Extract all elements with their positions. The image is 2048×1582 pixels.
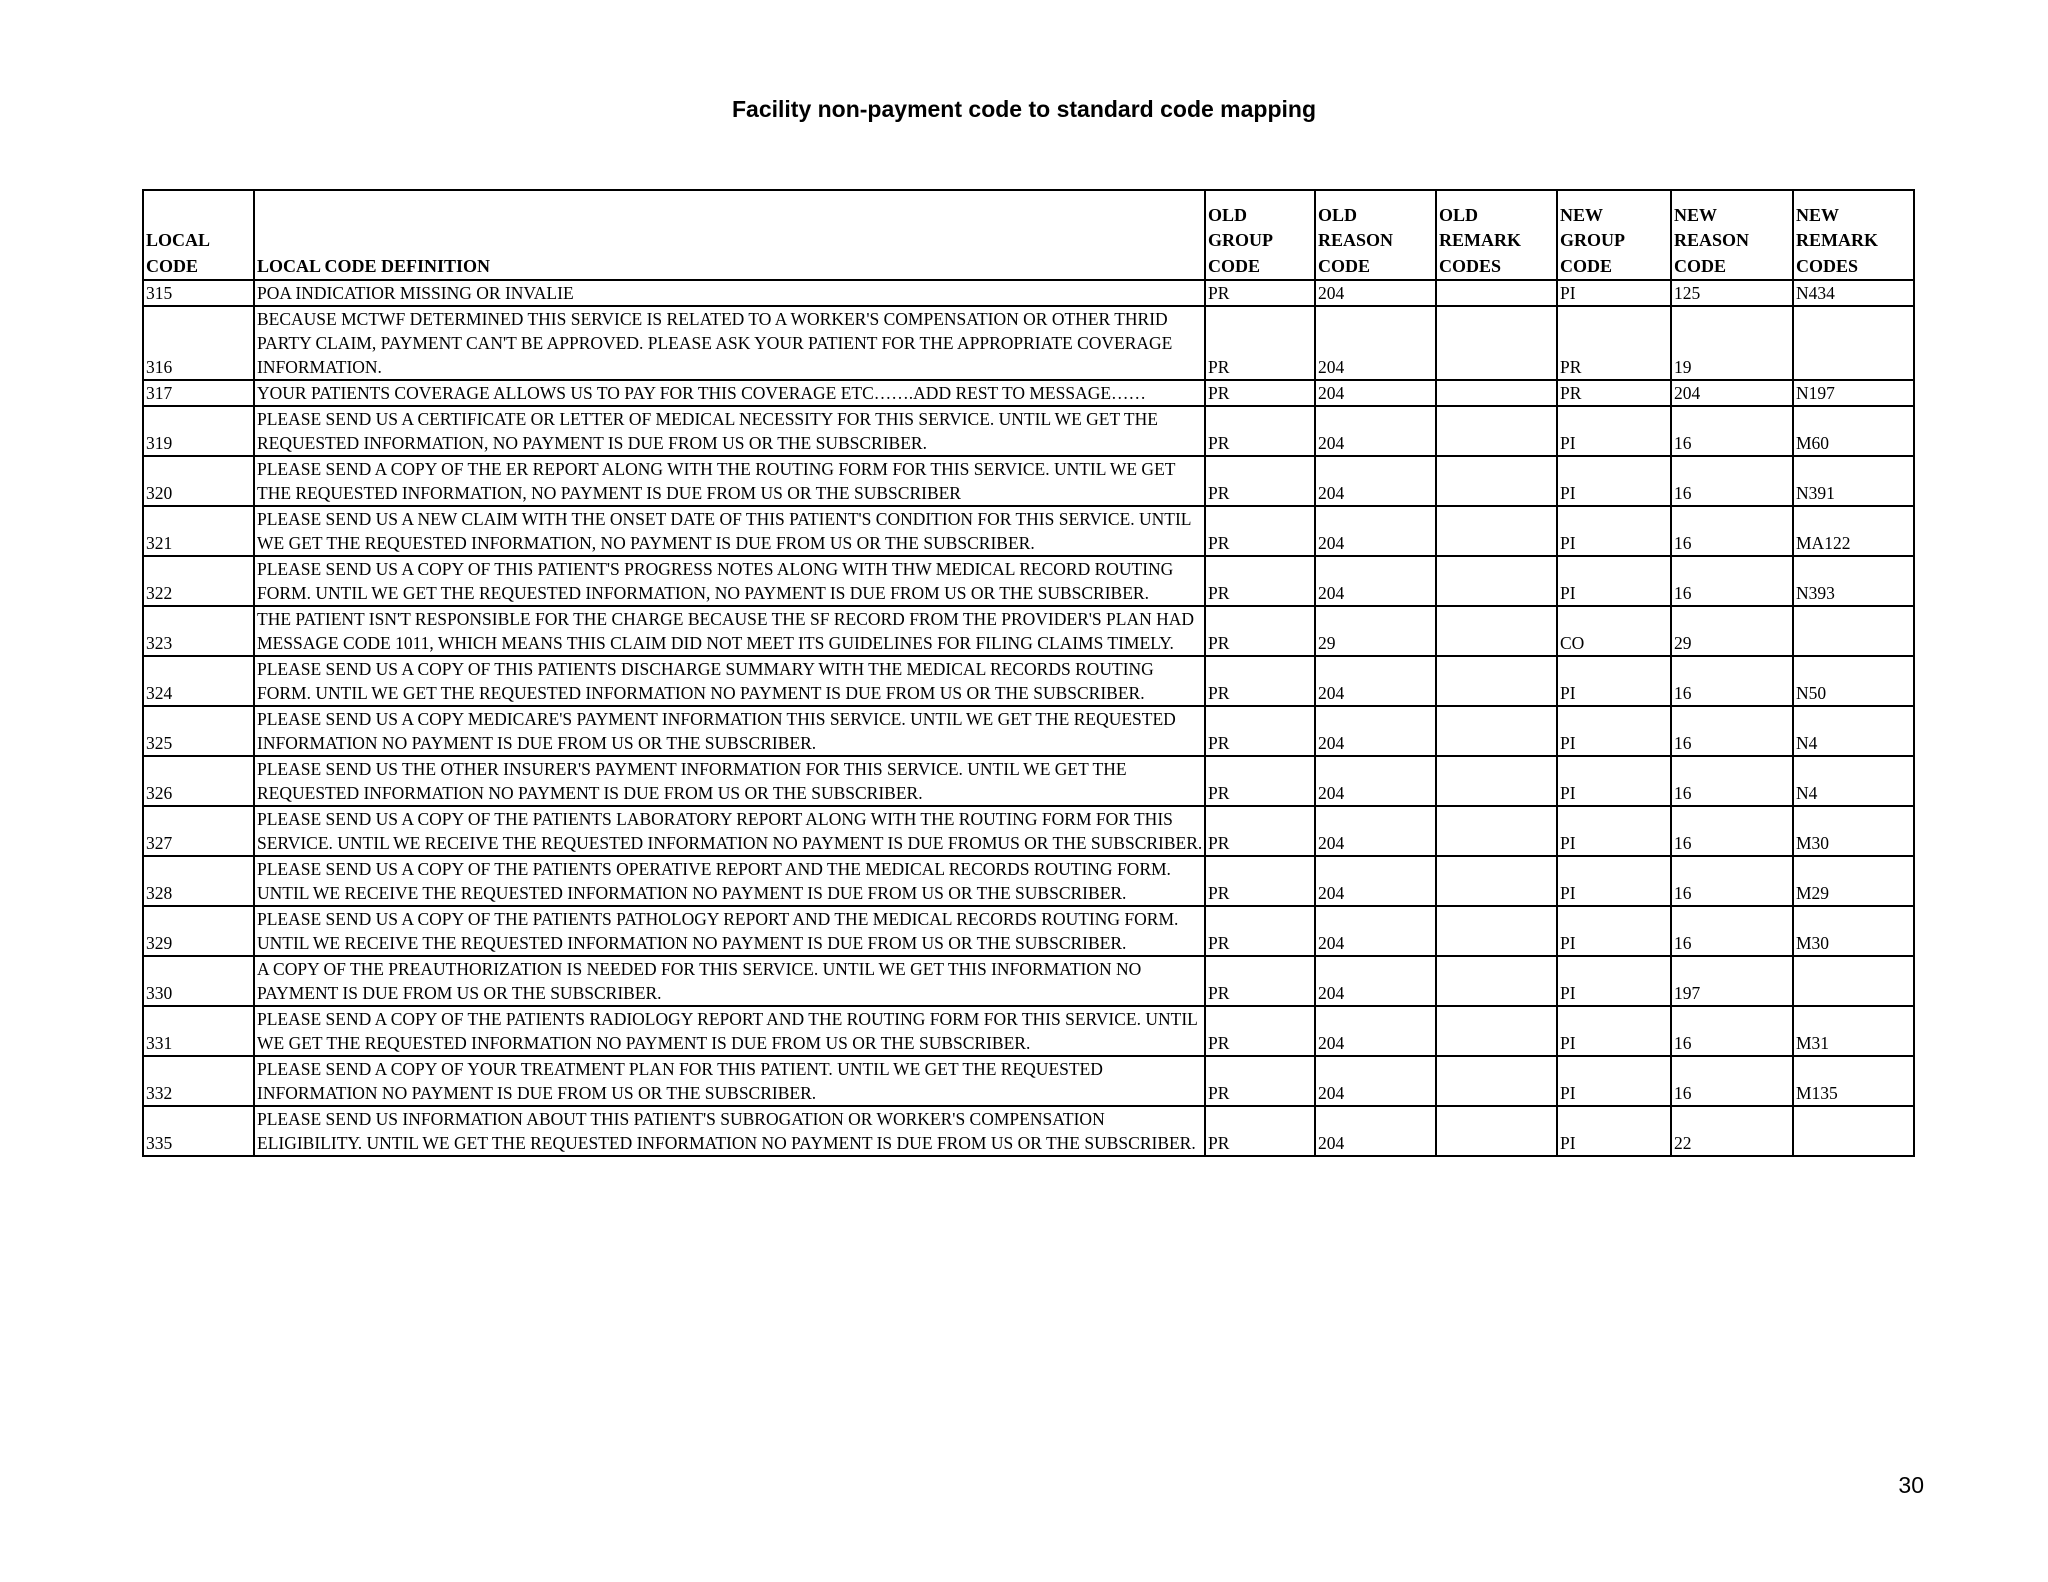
new-group-code-cell: PI — [1557, 1006, 1671, 1056]
old-reason-code-cell: 29 — [1315, 606, 1436, 656]
new-reason-code-cell: 16 — [1671, 656, 1793, 706]
local-code-cell: 330 — [143, 956, 254, 1006]
old-reason-code-cell: 204 — [1315, 906, 1436, 956]
old-group-code-cell: PR — [1205, 380, 1315, 406]
old-group-code-cell: PR — [1205, 280, 1315, 306]
old-remark-codes-cell — [1436, 1056, 1557, 1106]
code-mapping-table — [142, 189, 1915, 1157]
table-row — [143, 606, 1914, 656]
new-reason-code-cell: 16 — [1671, 756, 1793, 806]
old-remark-codes-cell — [1436, 706, 1557, 756]
definition-cell: PLEASE SEND US A CERTIFICATE OR LETTER OF MEDICAL NECESSITY FOR THIS SERVICE. UNTIL WE GET THE REQUESTED INFORMATION, NO PAYMENT IS DUE FROM US OR THE SUBSCRIBER. — [254, 406, 1205, 456]
old-reason-code-cell: 204 — [1315, 456, 1436, 506]
old-remark-codes-cell — [1436, 280, 1557, 306]
old-group-code-cell: PR — [1205, 706, 1315, 756]
old-remark-codes-cell — [1436, 456, 1557, 506]
table-row — [143, 456, 1914, 506]
local-code-cell: 324 — [143, 656, 254, 706]
local-code-cell: 329 — [143, 906, 254, 956]
definition-cell: PLEASE SEND A COPY OF THE ER REPORT ALONG WITH THE ROUTING FORM FOR THIS SERVICE. UNTIL WE GET THE REQUESTED INFORMATION, NO PAYMENT IS DUE FROM US OR THE SUBSCRIBER — [254, 456, 1205, 506]
new-reason-code-cell: 16 — [1671, 456, 1793, 506]
new-group-code-cell: CO — [1557, 606, 1671, 656]
table-row — [143, 306, 1914, 380]
column-header-new-reason-code — [1671, 190, 1793, 280]
definition-cell: PLEASE SEND US A COPY OF THIS PATIENT'S PROGRESS NOTES ALONG WITH THW MEDICAL RECORD ROUTING FORM. UNTIL WE GET THE REQUESTED INFORMATION, NO PAYMENT IS DUE FROM US OR THE SUBSCRIBER. — [254, 556, 1205, 606]
new-group-code-cell: PI — [1557, 556, 1671, 606]
table-body — [143, 280, 1914, 1156]
old-reason-code-cell: 204 — [1315, 756, 1436, 806]
table-row — [143, 706, 1914, 756]
new-remark-codes-cell: N434 — [1793, 280, 1914, 306]
new-remark-codes-cell — [1793, 956, 1914, 1006]
local-code-cell: 331 — [143, 1006, 254, 1056]
new-remark-codes-cell: N393 — [1793, 556, 1914, 606]
old-reason-code-cell: 204 — [1315, 280, 1436, 306]
new-reason-code-cell: 197 — [1671, 956, 1793, 1006]
definition-cell: PLEASE SEND US THE OTHER INSURER'S PAYMENT INFORMATION FOR THIS SERVICE. UNTIL WE GET THE REQUESTED INFORMATION NO PAYMENT IS DUE FROM US OR THE SUBSCRIBER. — [254, 756, 1205, 806]
old-reason-code-cell: 204 — [1315, 656, 1436, 706]
column-header-text: NEW GROUP CODE — [1560, 204, 1625, 276]
column-header-old-group-code — [1205, 190, 1315, 280]
new-remark-codes-cell: N4 — [1793, 756, 1914, 806]
old-reason-code-cell: 204 — [1315, 1056, 1436, 1106]
table-row — [143, 756, 1914, 806]
table-row — [143, 506, 1914, 556]
definition-cell: PLEASE SEND US A COPY OF THE PATIENTS LABORATORY REPORT ALONG WITH THE ROUTING FORM FOR THIS SERVICE. UNTIL WE RECEIVE THE REQUESTED INFORMATION NO PAYMENT IS DUE FROMUS OR THE SUBSCRIBER. — [254, 806, 1205, 856]
table-row — [143, 1006, 1914, 1056]
old-reason-code-cell: 204 — [1315, 706, 1436, 756]
new-remark-codes-cell: M30 — [1793, 906, 1914, 956]
old-remark-codes-cell — [1436, 856, 1557, 906]
old-reason-code-cell: 204 — [1315, 306, 1436, 380]
new-group-code-cell: PI — [1557, 406, 1671, 456]
old-group-code-cell: PR — [1205, 406, 1315, 456]
column-header-text: OLD GROUP CODE — [1208, 204, 1273, 276]
table-row — [143, 956, 1914, 1006]
new-reason-code-cell: 16 — [1671, 706, 1793, 756]
new-group-code-cell: PI — [1557, 280, 1671, 306]
old-group-code-cell: PR — [1205, 956, 1315, 1006]
new-remark-codes-cell — [1793, 606, 1914, 656]
column-header-text: OLD REMARK CODES — [1439, 204, 1521, 276]
new-group-code-cell: PI — [1557, 806, 1671, 856]
column-header-text: NEW REMARK CODES — [1796, 204, 1878, 276]
old-remark-codes-cell — [1436, 956, 1557, 1006]
old-group-code-cell: PR — [1205, 856, 1315, 906]
new-group-code-cell: PI — [1557, 956, 1671, 1006]
new-reason-code-cell: 204 — [1671, 380, 1793, 406]
local-code-cell: 316 — [143, 306, 254, 380]
page-title: Facility non-payment code to standard code mapping — [731, 96, 1317, 122]
new-group-code-cell: PI — [1557, 656, 1671, 706]
local-code-cell: 323 — [143, 606, 254, 656]
definition-cell: PLEASE SEND US A COPY MEDICARE'S PAYMENT INFORMATION THIS SERVICE. UNTIL WE GET THE REQUESTED INFORMATION NO PAYMENT IS DUE FROM US OR THE SUBSCRIBER. — [254, 706, 1205, 756]
old-group-code-cell: PR — [1205, 606, 1315, 656]
definition-cell: PLEASE SEND A COPY OF THE PATIENTS RADIOLOGY REPORT AND THE ROUTING FORM FOR THIS SERVICE. UNTIL WE GET THE REQUESTED INFORMATION NO PAYMENT IS DUE FROM US OR THE SUBSCRIBER. — [254, 1006, 1205, 1056]
column-header-text: LOCAL CODE DEFINITION — [257, 255, 491, 276]
definition-cell: YOUR PATIENTS COVERAGE ALLOWS US TO PAY FOR THIS COVERAGE ETC…….ADD REST TO MESSAGE…… — [254, 380, 1205, 406]
old-group-code-cell: PR — [1205, 456, 1315, 506]
new-group-code-cell: PI — [1557, 906, 1671, 956]
new-group-code-cell: PR — [1557, 306, 1671, 380]
new-group-code-cell: PI — [1557, 1056, 1671, 1106]
local-code-cell: 332 — [143, 1056, 254, 1106]
new-reason-code-cell: 16 — [1671, 1006, 1793, 1056]
old-reason-code-cell: 204 — [1315, 856, 1436, 906]
column-header-text: OLD REASON CODE — [1318, 204, 1394, 276]
local-code-cell: 328 — [143, 856, 254, 906]
new-remark-codes-cell: M30 — [1793, 806, 1914, 856]
old-group-code-cell: PR — [1205, 906, 1315, 956]
local-code-cell: 325 — [143, 706, 254, 756]
old-reason-code-cell: 204 — [1315, 1006, 1436, 1056]
table-header-row — [143, 190, 1914, 280]
local-code-cell: 320 — [143, 456, 254, 506]
new-remark-codes-cell: M135 — [1793, 1056, 1914, 1106]
old-group-code-cell: PR — [1205, 1006, 1315, 1056]
column-header-new-group-code — [1557, 190, 1671, 280]
old-remark-codes-cell — [1436, 606, 1557, 656]
table-row — [143, 856, 1914, 906]
new-reason-code-cell: 16 — [1671, 906, 1793, 956]
old-remark-codes-cell — [1436, 756, 1557, 806]
column-header-old-reason-code — [1315, 190, 1436, 280]
definition-cell: PLEASE SEND US A NEW CLAIM WITH THE ONSET DATE OF THIS PATIENT'S CONDITION FOR THIS SERVICE. UNTIL WE GET THE REQUESTED INFORMATION, NO PAYMENT IS DUE FROM US OR THE SUBSCRIBER. — [254, 506, 1205, 556]
new-group-code-cell: PI — [1557, 1106, 1671, 1156]
definition-cell: A COPY OF THE PREAUTHORIZATION IS NEEDED FOR THIS SERVICE. UNTIL WE GET THIS INFORMATION NO PAYMENT IS DUE FROM US OR THE SUBSCRIBER. — [254, 956, 1205, 1006]
local-code-cell: 335 — [143, 1106, 254, 1156]
new-remark-codes-cell: M29 — [1793, 856, 1914, 906]
old-remark-codes-cell — [1436, 806, 1557, 856]
new-reason-code-cell: 16 — [1671, 406, 1793, 456]
definition-cell: PLEASE SEND US A COPY OF THE PATIENTS OPERATIVE REPORT AND THE MEDICAL RECORDS ROUTING FORM. UNTIL WE RECEIVE THE REQUESTED INFORMATION NO PAYMENT IS DUE FROM US OR THE SUBSCRIBER. — [254, 856, 1205, 906]
local-code-cell: 322 — [143, 556, 254, 606]
definition-cell: PLEASE SEND A COPY OF YOUR TREATMENT PLAN FOR THIS PATIENT. UNTIL WE GET THE REQUESTED INFORMATION NO PAYMENT IS DUE FROM US OR THE SUBSCRIBER. — [254, 1056, 1205, 1106]
old-group-code-cell: PR — [1205, 656, 1315, 706]
old-remark-codes-cell — [1436, 506, 1557, 556]
definition-cell: BECAUSE MCTWF DETERMINED THIS SERVICE IS RELATED TO A WORKER'S COMPENSATION OR OTHER THRID PARTY CLAIM, PAYMENT CAN'T BE APPROVED. PLEASE ASK YOUR PATIENT FOR THE APPROPRIATE COVERAGE INFORMATION. — [254, 306, 1205, 380]
local-code-cell: 315 — [143, 280, 254, 306]
old-reason-code-cell: 204 — [1315, 556, 1436, 606]
new-group-code-cell: PI — [1557, 756, 1671, 806]
table-row — [143, 1056, 1914, 1106]
definition-cell: PLEASE SEND US A COPY OF THE PATIENTS PATHOLOGY REPORT AND THE MEDICAL RECORDS ROUTING FORM. UNTIL WE RECEIVE THE REQUESTED INFORMATION NO PAYMENT IS DUE FROM US OR THE SUBSCRIBER. — [254, 906, 1205, 956]
column-header-text: NEW REASON CODE — [1674, 204, 1750, 276]
old-reason-code-cell: 204 — [1315, 806, 1436, 856]
new-reason-code-cell: 16 — [1671, 856, 1793, 906]
local-code-cell: 321 — [143, 506, 254, 556]
new-remark-codes-cell: M60 — [1793, 406, 1914, 456]
old-group-code-cell: PR — [1205, 1056, 1315, 1106]
definition-cell: THE PATIENT ISN'T RESPONSIBLE FOR THE CHARGE BECAUSE THE SF RECORD FROM THE PROVIDER'S PLAN HAD MESSAGE CODE 1011, WHICH MEANS THIS CLAIM DID NOT MEET ITS GUIDELINES FOR FILING CLAIMS TIMELY. — [254, 606, 1205, 656]
table-row — [143, 656, 1914, 706]
old-group-code-cell: PR — [1205, 1106, 1315, 1156]
column-header-local-code — [143, 190, 254, 280]
old-remark-codes-cell — [1436, 1106, 1557, 1156]
new-reason-code-cell: 16 — [1671, 556, 1793, 606]
old-remark-codes-cell — [1436, 306, 1557, 380]
definition-cell: PLEASE SEND US INFORMATION ABOUT THIS PATIENT'S SUBROGATION OR WORKER'S COMPENSATION ELIGIBILITY. UNTIL WE GET THE REQUESTED INFORMATION NO PAYMENT IS DUE FROM US OR THE SUBSCRIBER. — [254, 1106, 1205, 1156]
old-group-code-cell: PR — [1205, 756, 1315, 806]
old-remark-codes-cell — [1436, 406, 1557, 456]
new-reason-code-cell: 29 — [1671, 606, 1793, 656]
table-row — [143, 806, 1914, 856]
new-group-code-cell: PR — [1557, 380, 1671, 406]
new-group-code-cell: PI — [1557, 706, 1671, 756]
local-code-cell: 326 — [143, 756, 254, 806]
definition-cell: POA INDICATIOR MISSING OR INVALIE — [254, 280, 1205, 306]
new-reason-code-cell: 16 — [1671, 506, 1793, 556]
new-remark-codes-cell: N4 — [1793, 706, 1914, 756]
old-remark-codes-cell — [1436, 380, 1557, 406]
column-header-new-remark-codes — [1793, 190, 1914, 280]
column-header-old-remark-codes — [1436, 190, 1557, 280]
new-remark-codes-cell: M31 — [1793, 1006, 1914, 1056]
table-row — [143, 380, 1914, 406]
old-remark-codes-cell — [1436, 556, 1557, 606]
new-remark-codes-cell — [1793, 306, 1914, 380]
table-row — [143, 556, 1914, 606]
new-reason-code-cell: 16 — [1671, 806, 1793, 856]
local-code-cell: 319 — [143, 406, 254, 456]
column-header-local-code-definition — [254, 190, 1205, 280]
old-reason-code-cell: 204 — [1315, 406, 1436, 456]
old-group-code-cell: PR — [1205, 506, 1315, 556]
local-code-cell: 327 — [143, 806, 254, 856]
new-remark-codes-cell: MA122 — [1793, 506, 1914, 556]
old-reason-code-cell: 204 — [1315, 956, 1436, 1006]
new-remark-codes-cell: N50 — [1793, 656, 1914, 706]
new-reason-code-cell: 22 — [1671, 1106, 1793, 1156]
new-reason-code-cell: 19 — [1671, 306, 1793, 380]
table-row — [143, 906, 1914, 956]
definition-cell: PLEASE SEND US A COPY OF THIS PATIENTS DISCHARGE SUMMARY WITH THE MEDICAL RECORDS ROUTING FORM. UNTIL WE GET THE REQUESTED INFORMATION NO PAYMENT IS DUE FROM US OR THE SUBSCRIBER. — [254, 656, 1205, 706]
table-row — [143, 280, 1914, 306]
column-header-text: LOCAL CODE — [146, 230, 211, 276]
new-group-code-cell: PI — [1557, 506, 1671, 556]
new-remark-codes-cell — [1793, 1106, 1914, 1156]
old-group-code-cell: PR — [1205, 306, 1315, 380]
new-remark-codes-cell: N391 — [1793, 456, 1914, 506]
old-remark-codes-cell — [1436, 1006, 1557, 1056]
table-row — [143, 1106, 1914, 1156]
page-number: 30 — [1898, 1472, 1924, 1498]
new-remark-codes-cell: N197 — [1793, 380, 1914, 406]
old-remark-codes-cell — [1436, 656, 1557, 706]
old-group-code-cell: PR — [1205, 556, 1315, 606]
new-group-code-cell: PI — [1557, 856, 1671, 906]
new-group-code-cell: PI — [1557, 456, 1671, 506]
old-reason-code-cell: 204 — [1315, 1106, 1436, 1156]
old-reason-code-cell: 204 — [1315, 380, 1436, 406]
local-code-cell: 317 — [143, 380, 254, 406]
old-reason-code-cell: 204 — [1315, 506, 1436, 556]
new-reason-code-cell: 125 — [1671, 280, 1793, 306]
new-reason-code-cell: 16 — [1671, 1056, 1793, 1106]
old-group-code-cell: PR — [1205, 806, 1315, 856]
table-row — [143, 406, 1914, 456]
old-remark-codes-cell — [1436, 906, 1557, 956]
